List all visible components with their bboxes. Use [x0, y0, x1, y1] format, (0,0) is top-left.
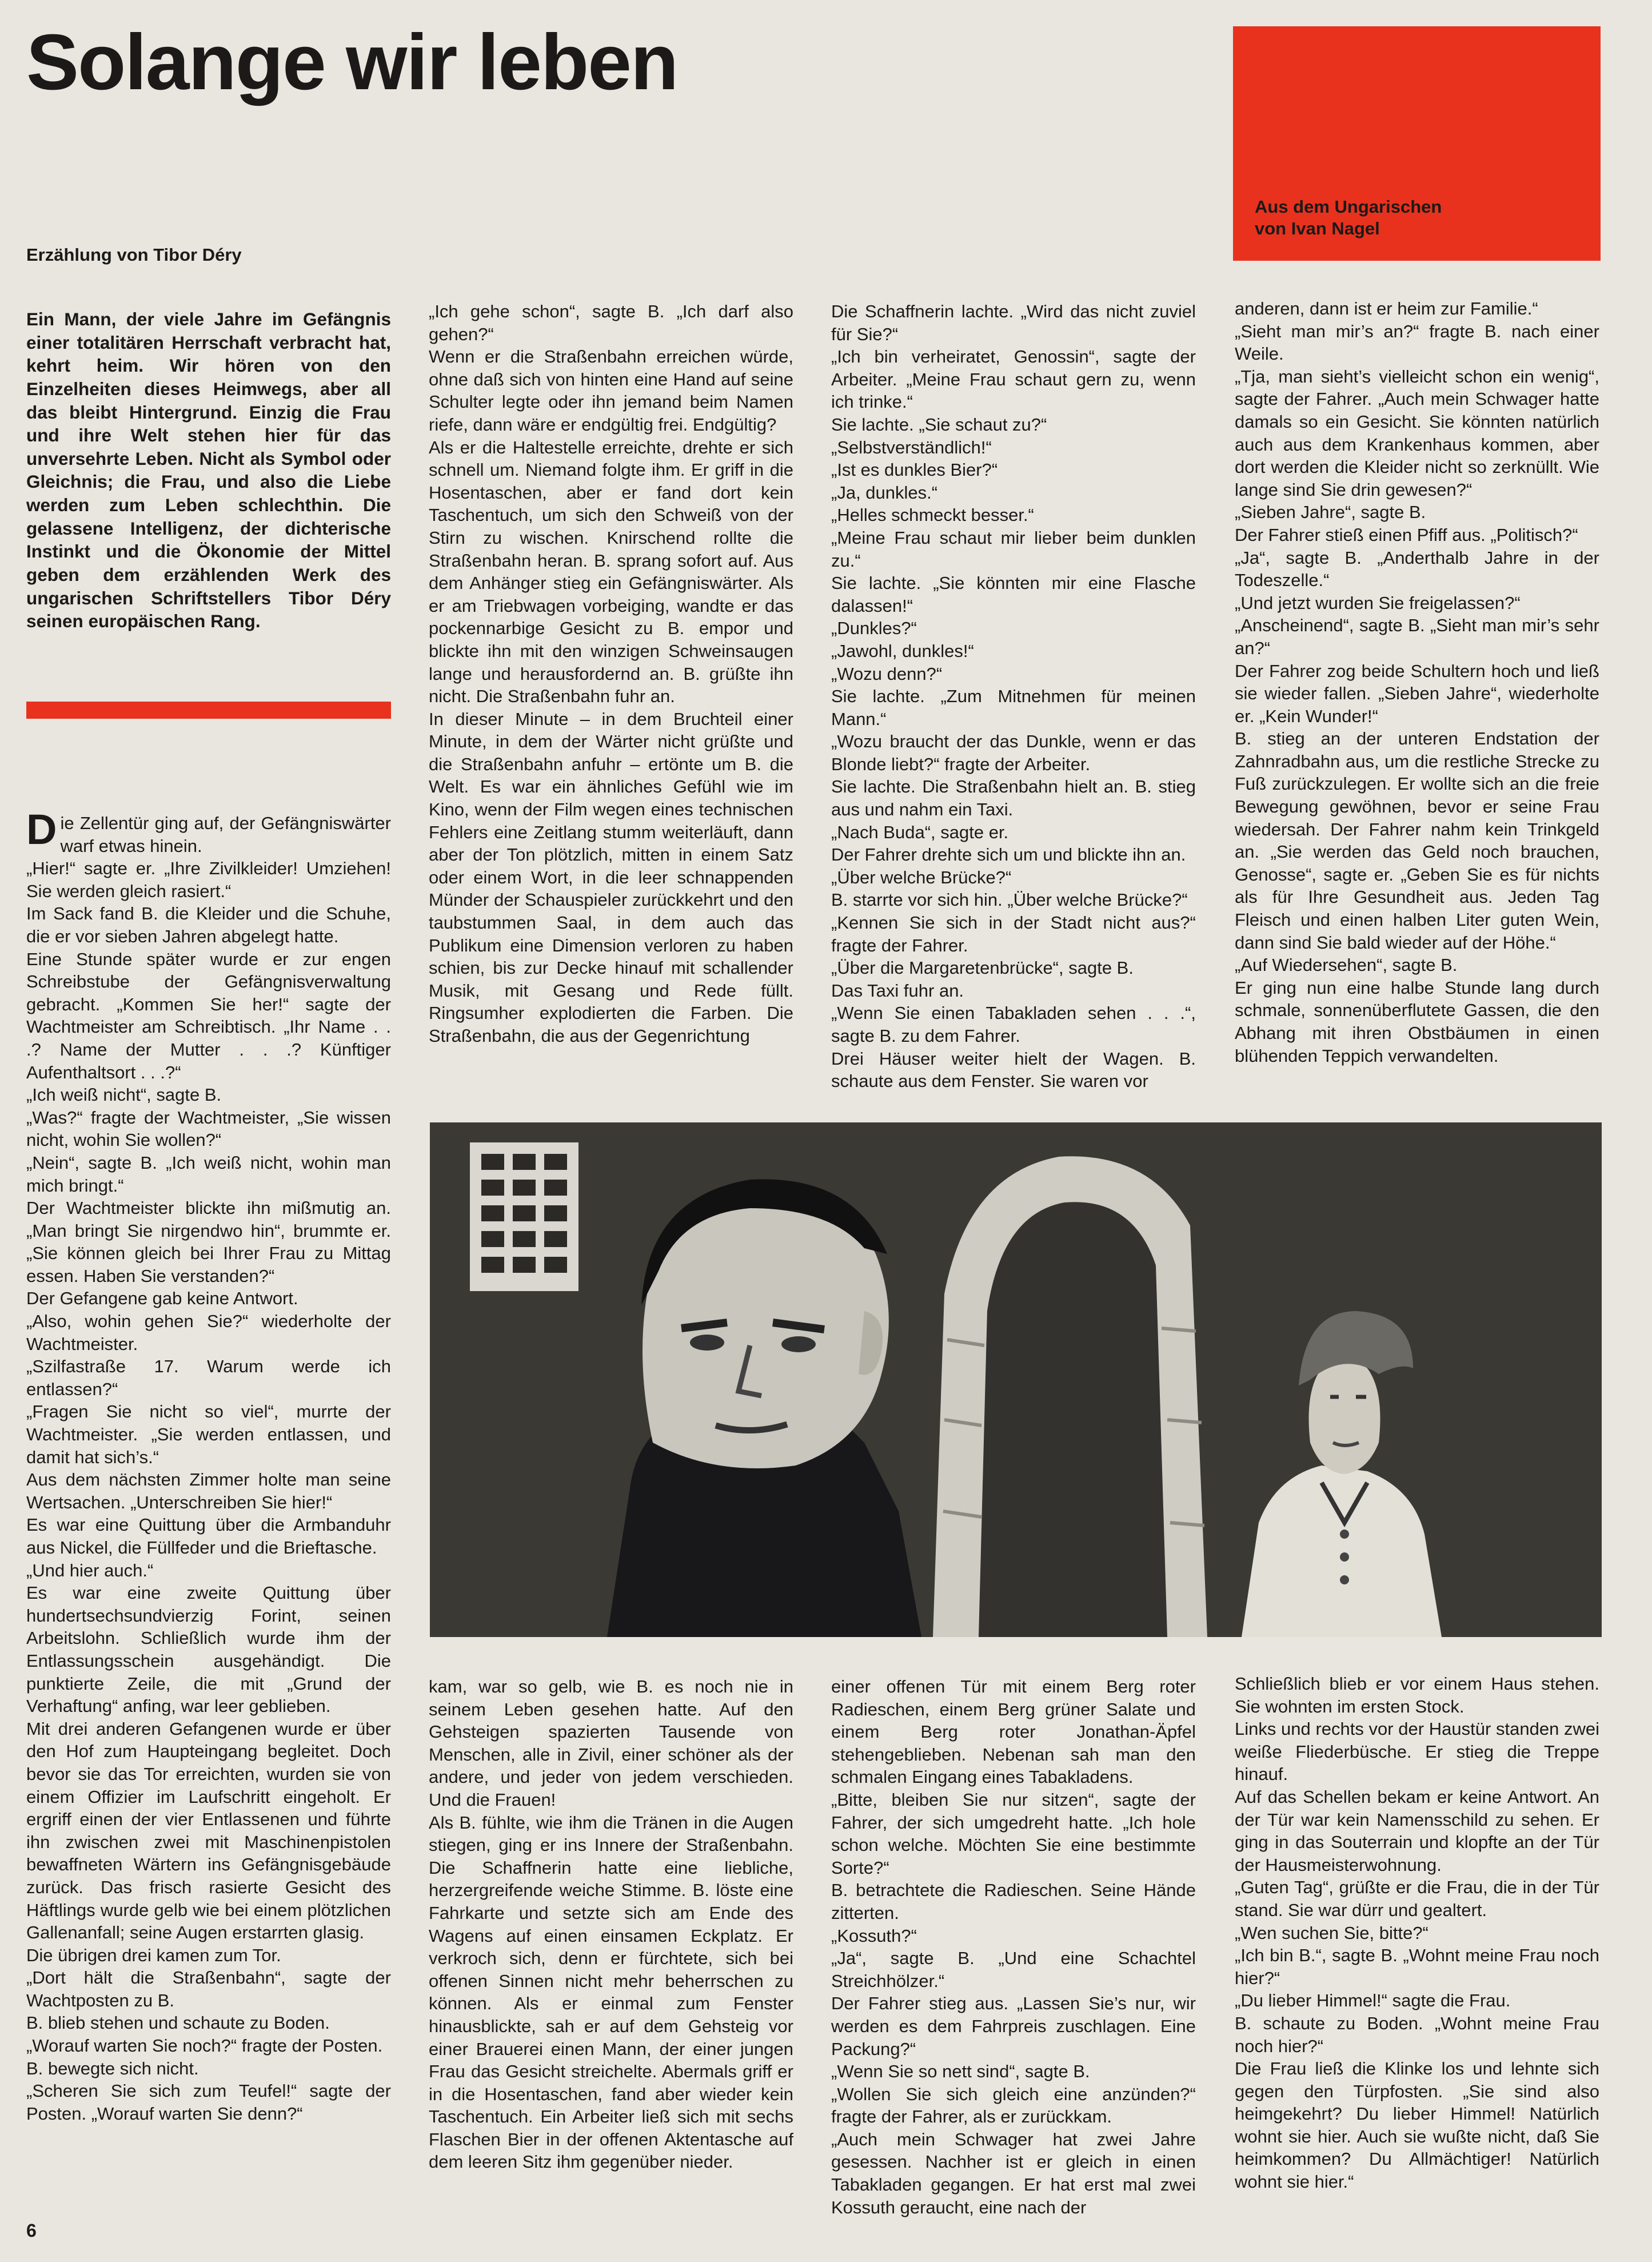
text-column-4-continued: Schließlich blieb er vor einem Haus stehen. Sie wohnten im ersten Stock. Links und rechts vor der Haustür standen zwei weiße Fliederbüsche. Er stieg die Treppe hinauf. Auf das Schellen bekam er keine Antwort. An der Tür war kein Namensschild zu sehen. Er ging in das Souterrain und klopfte an der Tür der Hausmeisterwohnung. „Guten Tag“, grüßte er die Frau, die in der Tür stand. Sie war dürr und gealtert. „Wen suchen Sie, bitte?“ „Ich bin B.“, sagte B. „Wohnt meine Frau noch hier?“ „Du lieber Himmel!“ sagte die Frau. B. schaute zu Boden. „Wohnt meine Frau noch hier?“ Die Frau ließ die Klinke los und lehnte sich gegen den Türpfosten. „Sie sind also heimgekehrt? Du lieber Himmel! Natürlich wohnt sie hier. Auch sie wußte nicht, daß Sie heimkommen? Du Allmächtiger! Natürlich wohnt sie hier.“ — [1235, 1674, 1599, 2192]
red-header-block — [1233, 26, 1601, 261]
barred-window — [470, 1142, 578, 1291]
stone-arch — [933, 1156, 1207, 1637]
text-column-2-continued: kam, war so gelb, wie B. es noch nie in seinem Leben gesehen hatte. Auf den Gehsteigen spazierten Tausende von Menschen, alle in Zivil, einer schöner als der andere, und jeder von jedem verschieden. Und die Frauen! Als B. fühlte, wie ihm die Tränen in die Augen stiegen, ging er ins Innere der Straßenbahn. Die Schaffnerin hatte eine liebliche, herzergreifende weiche Stimme. B. löste eine Fahrkarte und setzte sich am Ende des Wagens auf einen einsamen Eckplatz. Er verkroch sich, denn er fürchtete, sich bei offenen Sinnen nicht mehr beherrschen zu können. Als er einmal zum Fenster hinausblickte, sah er auf dem Gehsteig vor einer Brauerei einen Mann, der einer jungen Frau das Gesicht streichelte. Abermals griff er in die Hosentaschen, fand aber wieder kein Taschentuch. Ein Arbeiter ließ sich mit sechs Flaschen Bier in der offenen Aktentasche auf dem leeren Sitz ihm gegenüber nieder. — [429, 1676, 793, 2172]
text-column-2: „Ich gehe schon“, sagte B. „Ich darf also gehen?“ Wenn er die Straßenbahn erreichen würde, ohne daß sich von hinten eine Hand auf seine Schulter legte oder ihn jemand beim Namen riefe, dann wäre er endgültig frei. Endgültig? Als er die Haltestelle erreichte, drehte er sich schnell um. Niemand folgte ihm. Er griff in die Hosentaschen, aber er fand dort kein Taschentuch, um sich den Schweiß von der Stirn zu wischen. Knirschend rollte die Straßenbahn heran. B. sprang sofort auf. Aus dem Anhänger stieg ein Gefängniswärter. Als er am Triebwagen vorbeiging, wandte er das pockennarbige Gesicht zu B. empor und blickte ihn mit den winzigen Schweinsaugen lange und herausfordernd an. B. grüßte ihn nicht. Die Straßenbahn fuhr an. In dieser Minute – in dem Bruchteil einer Minute, in dem der Wärter nicht grüßte und die Straßenbahn anfuhr – ertönte um B. die Welt. Es war ein ähnliches Gefühl wie im Kino, wenn der Film wegen eines technischen Fehlers eine Zeitlang stumm weiterläuft, dann aber der Ton plötzlich, mitten in einem Satz oder einem Wort, in die leer schnappenden Münder der Schauspieler zurückkehrt und den taubstummen Saal, in dem auch das Publikum eine Dimension verloren zu haben schien, bis zur Decke hinauf mit schallender Musik, mit Gesang und Rede füllt. Ringsumher explodierten die Farben. Die Straßenbahn, die aus der Gegenrichtung — [429, 301, 793, 1046]
story-illustration — [430, 1122, 1602, 1637]
text-column-1 — [26, 806, 391, 2184]
page-number: 6 — [26, 2220, 37, 2241]
intro-paragraph: Ein Mann, der viele Jahre im Gefängnis einer totalitären Herrschaft verbracht hat, kehrt heim. Wir hören von den Einzelheiten dieses Heimwegs, aber all das bleibt Hintergrund. Einzig die Frau und ihre Welt stehen hier für das unversehrte Leben. Nicht als Symbol oder Gleichnis; die Frau, und also die Liebe werden zum Leben schlechthin. Die gelassene Intelligenz, der dichterische Instinkt und die Ökonomie der Mittel geben dem erzählenden Werk des ungarischen Schriftstellers Tibor Déry seinen europäischen Rang. — [26, 309, 391, 632]
text-column-3-continued: einer offenen Tür mit einem Berg roter Radieschen, einem Berg grüner Salate und einem Berg roter Jonathan-Äpfel stehengeblieben. Nebenan sah man den schmalen Eingang eines Tabakladens. „Bitte, bleiben Sie nur sitzen“, sagte der Fahrer, der sich umgedreht hatte. „Ich hole schon welche. Möchten Sie eine bestimmte Sorte?“ B. betrachtete die Radieschen. Seine Hände zitterten. „Kossuth?“ „Ja“, sagte B. „Und eine Schachtel Streichhölzer.“ Der Fahrer stieg aus. „Lassen Sie’s nur, wir werden es dem Fahrpreis zuschlagen. Eine Packung?“ „Wenn Sie so nett sind“, sagte B. „Wollen Sie sich gleich eine anzünden?“ fragte der Fahrer, als er zurückkam. „Auch mein Schwager hat zwei Jahre gesessen. Nachher ist er gleich in einen Tabakladen gegangen. Er hat erst mal zwei Kossuth geraucht, eine nach der — [831, 1676, 1196, 2217]
text-column-4: anderen, dann ist er heim zur Familie.“ „Sieht man mir’s an?“ fragte B. nach einer Weile. „Tja, man sieht’s vielleicht schon ein wenig“, sagte der Fahrer. „Auch mein Schwager hatte damals so ein Gesicht. Sie könnten natürlich auch aus dem Krankenhaus kommen, aber dort werden die Kleider nicht so zerknüllt. Wie lange sind Sie drin gewesen?“ „Sieben Jahre“, sagte B. Der Fahrer stieß einen Pfiff aus. „Politisch?“ „Ja“, sagte B. „Anderthalb Jahre in der Todeszelle.“ „Und jetzt wurden Sie freigelassen?“ „Anscheinend“, sagte B. „Sieht man mir’s sehr an?“ Der Fahrer zog beide Schultern hoch und ließ sie wieder fallen. „Sieben Jahre“, wiederholte er. „Kein Wunder!“ B. stieg an der unteren Endstation der Zahnradbahn aus, um die restliche Strecke zu Fuß zurückzulegen. Er wollte sich an die freie Bewegung gewöhnen, bevor er seine Frau wiedersah. Der Fahrer nahm kein Trinkgeld an. „Sie werden das Geld noch brauchen, Genosse“, sagte er. „Geben Sie es für nichts als für Ihre Gesundheit aus. Jeden Tag Fleisch und einen halben Liter guten Wein, dann sind Sie bald wieder auf der Höhe.“ „Auf Wiedersehen“, sagte B. Er ging nun eine halbe Stunde lang durch schmale, sonnenüberflutete Gassen, die den Abhang mit ihren Obstbäumen in einen blühenden Teppich verwandelten. — [1235, 298, 1599, 1066]
byline: Erzählung von Tibor Déry — [26, 245, 242, 265]
text-column-3: Die Schaffnerin lachte. „Wird das nicht zuviel für Sie?“ „Ich bin verheiratet, Genossin“, sagte der Arbeiter. „Meine Frau schaut gern zu, wenn ich trinke.“ Sie lachte. „Sie schaut zu?“ „Selbstverständlich!“ „Ist es dunkles Bier?“ „Ja, dunkles.“ „Helles schmeckt besser.“ „Meine Frau schaut mir lieber beim dunklen zu.“ Sie lachte. „Sie könnten mir eine Flasche dalassen!“ „Dunkles?“ „Jawohl, dunkles!“ „Wozu denn?“ Sie lachte. „Zum Mitnehmen für meinen Mann.“ „Wozu braucht der das Dunkle, wenn er das Blonde liebt?“ fragte der Arbeiter. Sie lachte. Die Straßenbahn hielt an. B. stieg aus und nahm ein Taxi. „Nach Buda“, sagte er. Der Fahrer drehte sich um und blickte ihn an. „Über welche Brücke?“ B. starrte vor sich hin. „Über welche Brücke?“ „Kennen Sie sich in der Stadt nicht aus?“ fragte der Fahrer. „Über die Margaretenbrücke“, sagte B. Das Taxi fuhr an. „Wenn Sie einen Tabakladen sehen . . .“, sagte B. zu dem Fahrer. Drei Häuser weiter hielt der Wagen. B. schaute aus dem Fenster. Sie waren vor — [831, 301, 1196, 1092]
red-divider-bar — [26, 702, 391, 719]
translator-note: Aus dem Ungarischen von Ivan Nagel — [1255, 196, 1442, 239]
drop-cap: D — [26, 806, 57, 853]
article-title: Solange wir leben — [26, 18, 678, 106]
column-1-text: ie Zellentür ging auf, der Gefängniswärter warf etwas hinein. „Hier!“ sagte er. „Ihre Zivilkleider! Umziehen! Sie werden gleich rasiert.“ Im Sack fand B. die Kleider und die Schuhe, die er vor sieben Jahren abgelegt hatte. Eine Stunde später wurde er zur engen Schreibstube der Gefängnisverwaltung gebracht. „Kommen Sie her!“ sagte der Wachtmeister am Schreibtisch. „Ihr Name . . .? Name der Mutter . . .? Künftiger Aufenthaltsort . . .?“ „Ich weiß nicht“, sagte B. „Was?“ fragte der Wachtmeister, „Sie wissen nicht, wohin Sie wollen?“ „Nein“, sagte B. „Ich weiß nicht, wohin man mich bringt.“ Der Wachtmeister blickte ihn mißmutig an. „Man bringt Sie nirgendwo hin“, brummte er. „Sie können gleich bei Ihrer Frau zu Mittag essen. Haben Sie verstanden?“ Der Gefangene gab keine Antwort. „Also, wohin gehen Sie?“ wiederholte der Wachtmeister. „Szilfastraße 17. Warum werde ich entlassen?“ „Fragen Sie nicht so viel“, murrte der Wachtmeister. „Sie werden entlassen, und damit hat sich’s.“ Aus dem nächsten Zimmer holte man seine Wertsachen. „Unterschreiben Sie hier!“ Es war eine Quittung über die Armbanduhr aus Nickel, die Füllfeder und die Brieftasche. „Und hier auch.“ Es war eine zweite Quittung über hundertsechsundvierzig Forint, seinen Arbeitslohn. Schließlich wurde ihm der Entlassungsschein ausgehändigt. Die punktierte Zeile, die mit „Grund der Verhaftung“ anfing, war leer geblieben. Mit drei anderen Gefangenen wurde er über den Hof zum Haupteingang begleitet. Doch bevor sie das Tor erreichten, wurden sie von einem Offizier im Laufschritt eingeholt. Er ergriff einen der vier Entlassenen und führte ihn zwischen zwei mit Maschinenpistolen bewaffneten Wärtern ins Gefängnisgebäude zurück. Das frisch rasierte Gesicht des Häftlings wurde gelb wie bei einem plötzlichen Gallenanfall; seine Augen erstarrten glasig. Die übrigen drei kamen zum Tor. „Dort hält die Straßenbahn“, sagte der Wachtposten zu B. B. blieb stehen und schaute zu Boden. „Worauf warten Sie noch?“ fragte der Posten. B. bewegte sich nicht. „Scheren Sie sich zum Teufel!“ sagte der Posten. „Worauf warten Sie denn?“ — [26, 813, 391, 2124]
